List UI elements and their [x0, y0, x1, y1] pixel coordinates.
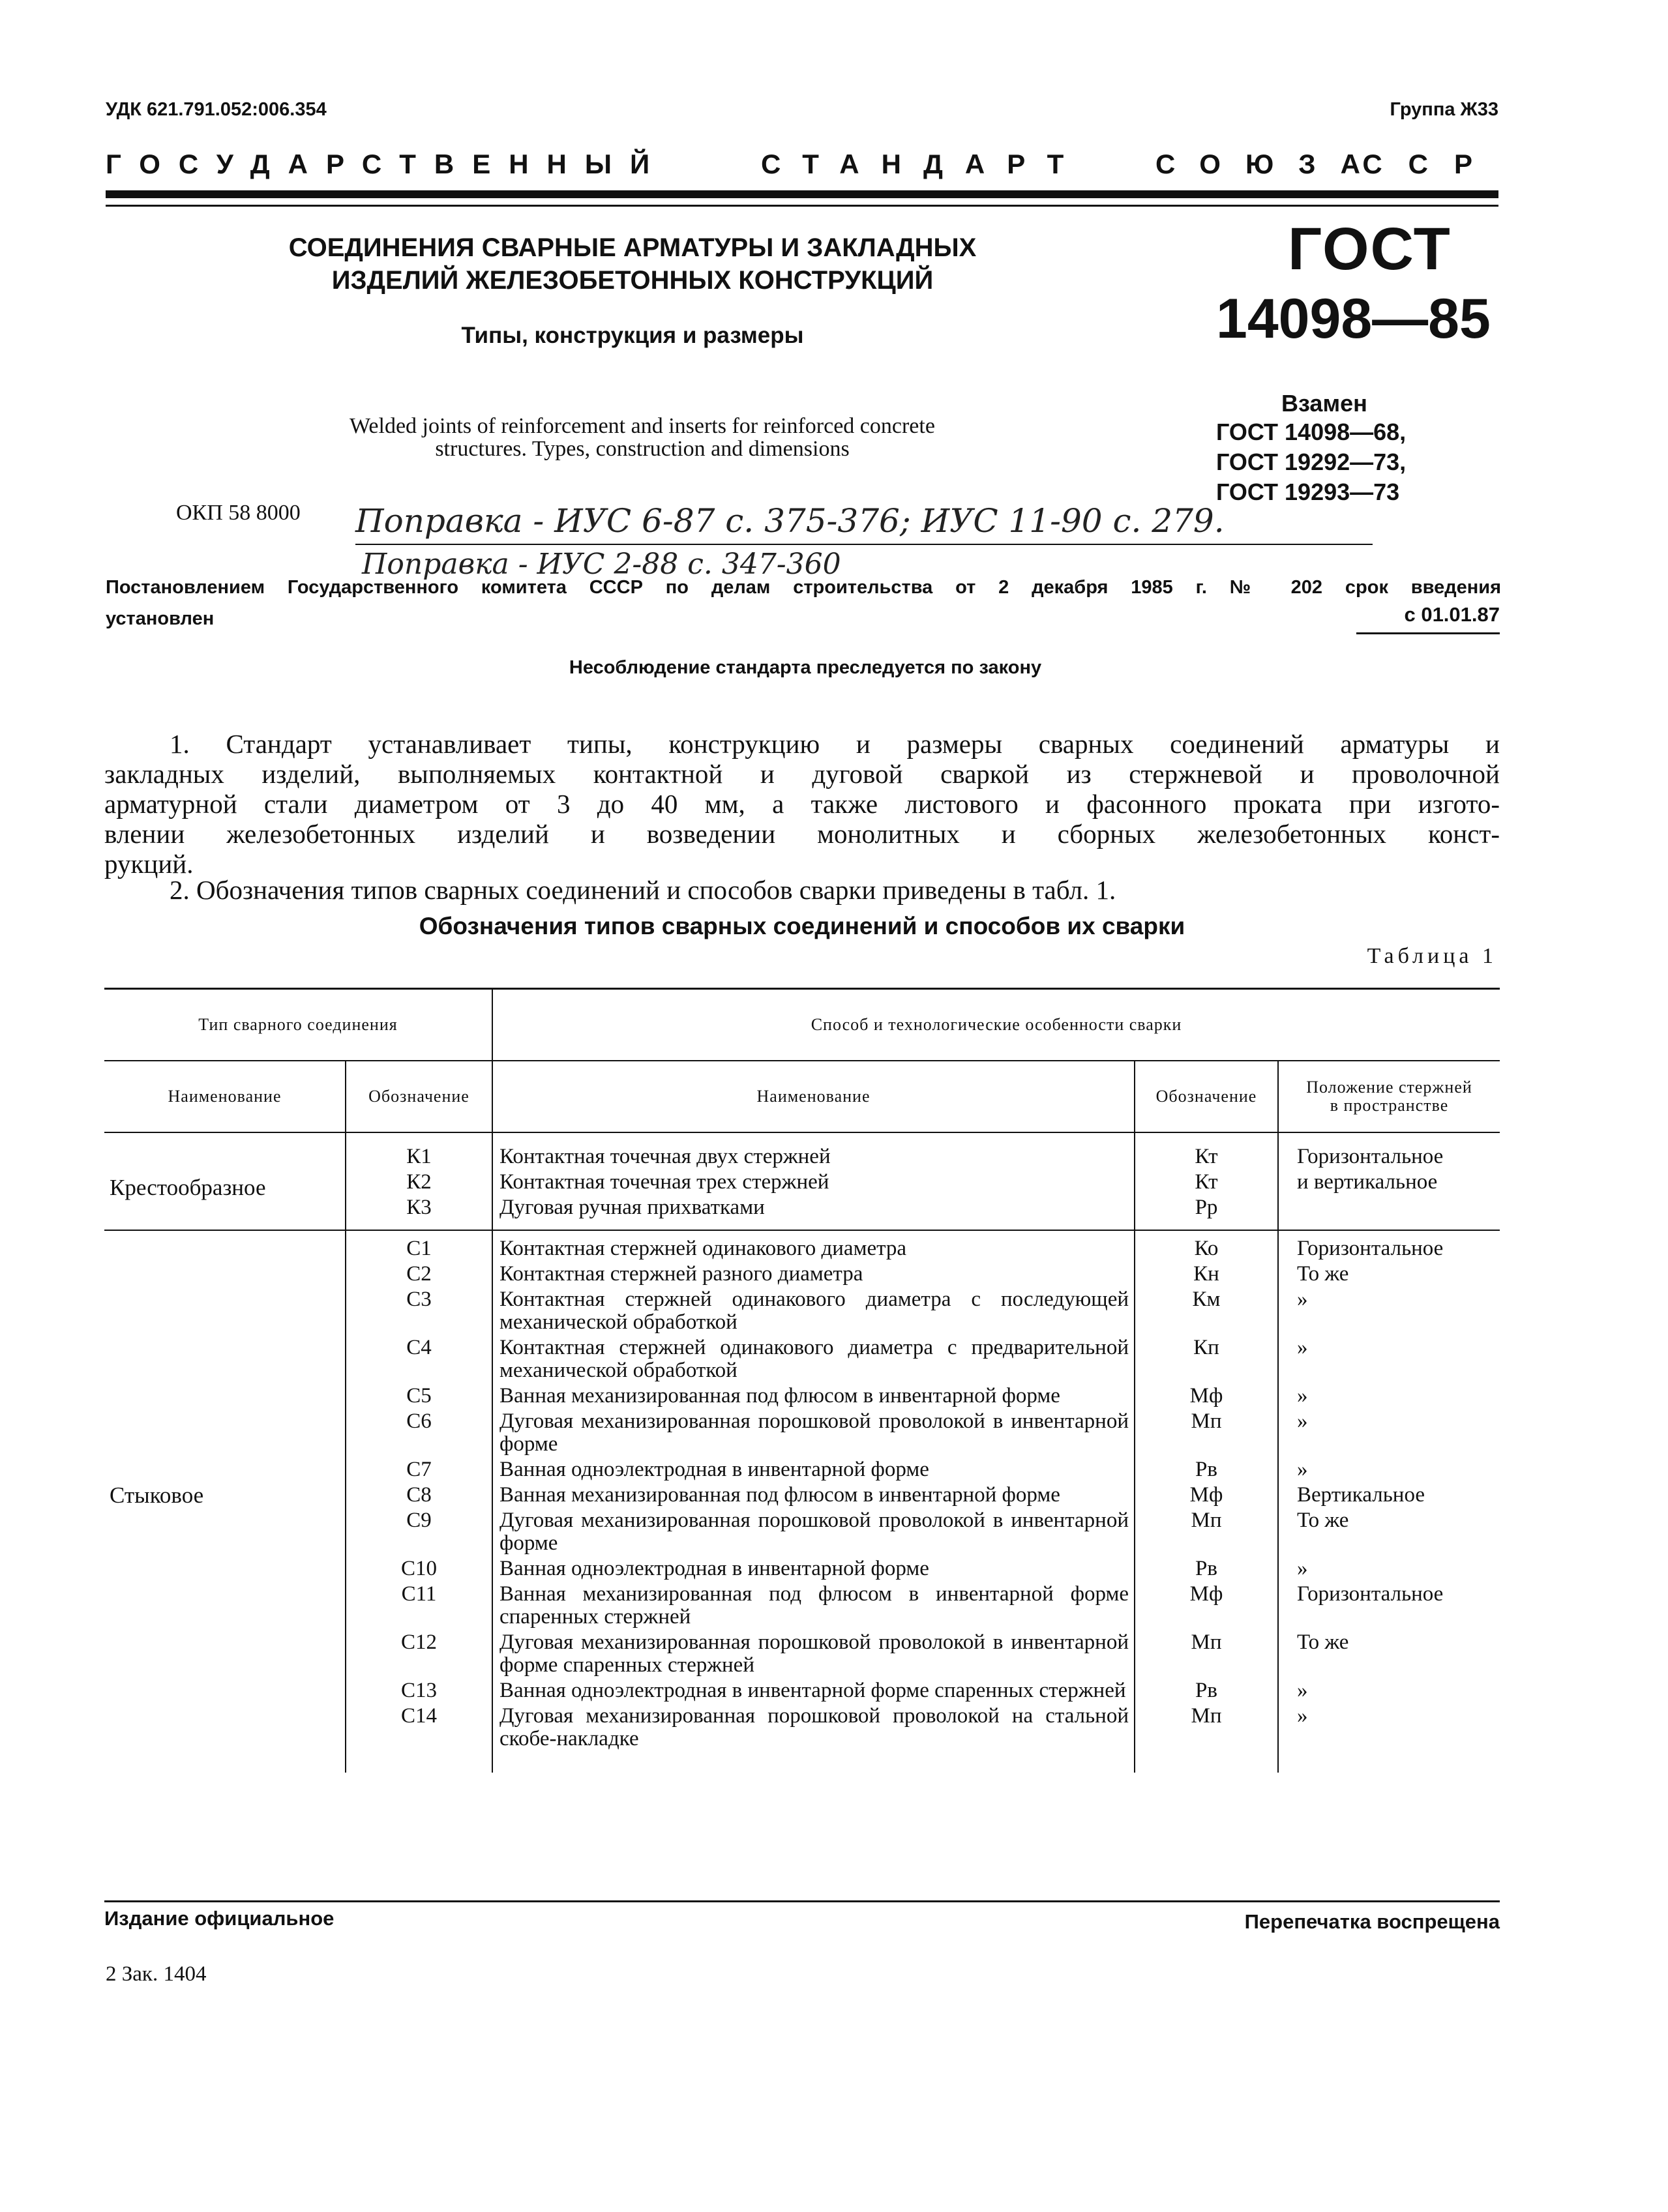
- welding-method: Ванная одноэлектродная в инвентарной форме спаренных стержней: [492, 1679, 1135, 1705]
- paragraph-1-line-1: 1. Стандарт устанавливает типы, конструкцию и размеры сварных соединений арматуры и: [170, 729, 1500, 759]
- title-line-1: СОЕДИНЕНИЯ СВАРНЫЕ АРМАТУРЫ И ЗАКЛАДНЫХ: [288, 233, 977, 262]
- welding-method: Контактная точечная трех стержней: [492, 1171, 1135, 1196]
- joint-code: С3: [346, 1288, 492, 1336]
- title-line-2: ИЗДЕЛИЙ ЖЕЛЕЗОБЕТОННЫХ КОНСТРУКЦИЙ: [331, 266, 934, 295]
- bar-position: »: [1297, 1678, 1308, 1702]
- paragraph-1-line-4: влении железобетонных изделий и возведении монолитных и сборных железобетонных конст-: [104, 819, 1500, 849]
- welding-method: Ванная одноэлектродная в инвентарной форме: [492, 1557, 1135, 1583]
- table-row: [104, 1145, 1500, 1171]
- banner-word-4: ССР: [1362, 149, 1498, 179]
- paragraph-1-line-5: рукций.: [104, 849, 194, 879]
- table-title: Обозначения типов сварных соединений и способов их сварки: [419, 913, 1185, 939]
- table-column-header-row: [104, 1061, 1500, 1132]
- paragraph-1-line-2: закладных изделий, выполняемых контактной и дуговой сваркой из стержневой и проволочной: [104, 759, 1500, 789]
- method-designation: Кт: [1135, 1145, 1278, 1171]
- bar-position: »: [1297, 1287, 1308, 1311]
- joint-code: С6: [346, 1410, 492, 1458]
- joint-code: С8: [346, 1484, 492, 1509]
- handwritten-amendment-1: Поправка - ИУС 6-87 с. 375-376; ИУС 11-90 с. 279.: [355, 502, 1225, 540]
- gost-label: ГОСТ: [1288, 216, 1452, 282]
- method-designation: Кн: [1135, 1263, 1278, 1288]
- amendment-underline: [355, 544, 1373, 545]
- joint-code: С4: [346, 1336, 492, 1385]
- method-designation: Ко: [1135, 1230, 1278, 1263]
- resolution-established: установлен: [106, 608, 215, 629]
- bar-position: Вертикальное: [1297, 1482, 1425, 1507]
- welding-method: Дуговая ручная прихватками: [492, 1196, 1135, 1230]
- joint-code: С11: [346, 1583, 492, 1631]
- method-designation: Рв: [1135, 1458, 1278, 1484]
- method-designation: Рр: [1135, 1196, 1278, 1230]
- welding-method: Контактная стержней разного диаметра: [492, 1263, 1135, 1288]
- header-joint-type: Тип сварного соединения: [104, 989, 492, 1061]
- english-title-1: Welded joints of reinforcement and inserts for reinforced concrete: [350, 414, 935, 438]
- english-title-2: structures. Types, construction and dimensions: [435, 437, 850, 461]
- bar-position: »: [1297, 1457, 1308, 1481]
- paragraph-1-line-3: арматурной стали диаметром от 3 до 40 мм, а также листового и фасонного проката при изгото-: [104, 789, 1500, 819]
- bar-position: То же: [1297, 1261, 1349, 1286]
- method-designation: Мф: [1135, 1583, 1278, 1631]
- col-name: Наименование: [104, 1061, 346, 1132]
- method-designation: Км: [1135, 1288, 1278, 1336]
- group-cross: [104, 1145, 1500, 1230]
- joint-code: С13: [346, 1679, 492, 1705]
- group-code: Группа Ж33: [1390, 99, 1498, 120]
- udk-code: УДК 621.791.052:006.354: [106, 99, 327, 120]
- joint-type-name: Крестообразное: [104, 1145, 346, 1230]
- welding-method: Дуговая механизированная порошковой проволокой в инвентарной форме: [492, 1410, 1135, 1458]
- table-1: [104, 988, 1500, 1773]
- col-position-line-2: в пространстве: [1330, 1095, 1449, 1115]
- welding-method: Контактная точечная двух стержней: [492, 1145, 1135, 1171]
- bar-position: »: [1297, 1409, 1308, 1433]
- handwritten-amendment-2: Поправка - ИУС 2-88 с. 347-360: [362, 548, 841, 581]
- banner: [106, 149, 1498, 181]
- joint-code: С10: [346, 1557, 492, 1583]
- table-label: Таблица 1: [1367, 944, 1497, 968]
- bar-position: Горизонтальное: [1297, 1236, 1444, 1260]
- bar-position: [1278, 1196, 1500, 1230]
- joint-code: К3: [346, 1196, 492, 1230]
- bar-position: Горизонтальное: [1297, 1582, 1444, 1606]
- footer-order-number: 2 Зак. 1404: [106, 1962, 207, 1986]
- date-underline: [1356, 632, 1500, 634]
- replaces-2: ГОСТ 19292—73,: [1216, 449, 1407, 475]
- banner-word-1: ГОСУДАРСТВЕННЫЙ: [106, 149, 668, 179]
- resolution-text: Постановлением Государственного комитета СССР по делам строительства от 2 декабря 1985 г. № 202 срок введения: [106, 577, 1501, 598]
- joint-code: С9: [346, 1509, 492, 1557]
- method-designation: Мф: [1135, 1385, 1278, 1410]
- paragraph-2: 2. Обозначения типов сварных соединений и способов сварки приведены в табл. 1.: [170, 875, 1116, 905]
- method-designation: Мп: [1135, 1509, 1278, 1557]
- banner-word-3: СОЮЗА: [1155, 149, 1385, 179]
- bar-position: Горизонтальное: [1297, 1144, 1444, 1168]
- col-designation: Обозначение: [346, 1061, 492, 1132]
- welding-method: Ванная механизированная под флюсом в инвентарной форме спаренных стержней: [492, 1583, 1135, 1631]
- bar-position: »: [1297, 1703, 1308, 1728]
- group-butt: [104, 1230, 1500, 1753]
- col-method-designation: Обозначение: [1135, 1061, 1278, 1132]
- method-designation: Мп: [1135, 1705, 1278, 1753]
- bar-position: »: [1297, 1335, 1308, 1359]
- joint-code: С14: [346, 1705, 492, 1753]
- table-bottom-spacer: [104, 1753, 1500, 1773]
- bar-position: То же: [1297, 1630, 1349, 1654]
- banner-rule-thin: [106, 205, 1498, 207]
- subtitle: Типы, конструкция и размеры: [461, 323, 804, 348]
- law-notice: Несоблюдение стандарта преследуется по закону: [569, 657, 1042, 678]
- joint-code: С1: [346, 1230, 492, 1263]
- gost-number: 14098—85: [1216, 288, 1491, 350]
- welding-method: Дуговая механизированная порошковой проволокой в инвентарной форме: [492, 1509, 1135, 1557]
- col-position-line-1: Положение стержней: [1306, 1077, 1472, 1097]
- table-spacer-row: [104, 1132, 1500, 1145]
- joint-code: С2: [346, 1263, 492, 1288]
- bar-position: »: [1297, 1556, 1308, 1580]
- method-designation: Рв: [1135, 1679, 1278, 1705]
- method-designation: Мп: [1135, 1631, 1278, 1679]
- replaces-label: Взамен: [1281, 390, 1367, 417]
- col-method-name: Наименование: [492, 1061, 1135, 1132]
- joint-code: С12: [346, 1631, 492, 1679]
- welding-method: Дуговая механизированная порошковой проволокой на стальной скобе-накладке: [492, 1705, 1135, 1753]
- welding-method: Ванная механизированная под флюсом в инвентарной форме: [492, 1484, 1135, 1509]
- method-designation: Кт: [1135, 1171, 1278, 1196]
- method-designation: Мф: [1135, 1484, 1278, 1509]
- footer-rule: [104, 1900, 1500, 1902]
- okp-code: ОКП 58 8000: [176, 501, 301, 525]
- welding-method: Контактная стержней одинакового диаметра: [492, 1230, 1135, 1263]
- col-position: [1278, 1061, 1500, 1132]
- footer-official-edition: Издание официальное: [104, 1907, 335, 1930]
- welding-method: Контактная стержней одинакового диаметра с последующей механической обработкой: [492, 1288, 1135, 1336]
- method-designation: Мп: [1135, 1410, 1278, 1458]
- welding-method: Дуговая механизированная порошковой проволокой в инвентарной форме спаренных стержней: [492, 1631, 1135, 1679]
- replaces-3: ГОСТ 19293—73: [1216, 479, 1400, 505]
- banner-word-2: СТАНДАРТ: [761, 149, 1086, 179]
- effective-date: с 01.01.87: [1404, 603, 1500, 626]
- method-designation: Кп: [1135, 1336, 1278, 1385]
- table-row: [104, 1230, 1500, 1263]
- joint-type-name: Стыковое: [104, 1230, 346, 1753]
- header-method: Способ и технологические особенности сварки: [811, 1014, 1182, 1034]
- joint-code: С7: [346, 1458, 492, 1484]
- method-designation: Рв: [1135, 1557, 1278, 1583]
- joint-code: К2: [346, 1171, 492, 1196]
- bar-position: То же: [1297, 1508, 1349, 1532]
- replaces-1: ГОСТ 14098—68,: [1216, 419, 1407, 445]
- bar-position: »: [1297, 1383, 1308, 1408]
- welding-method: Ванная механизированная под флюсом в инвентарной форме: [492, 1385, 1135, 1410]
- joint-code: С5: [346, 1385, 492, 1410]
- welding-method: Контактная стержней одинакового диаметра с предварительной механической обработкой: [492, 1336, 1135, 1385]
- welding-method: Ванная одноэлектродная в инвентарной форме: [492, 1458, 1135, 1484]
- footer-reprint-prohibited: Перепечатка воспрещена: [1244, 1910, 1500, 1933]
- banner-rule-thick: [106, 190, 1498, 198]
- bar-position: и вертикальное: [1297, 1170, 1438, 1194]
- table-group-header-row: [104, 989, 1500, 1061]
- joint-code: К1: [346, 1145, 492, 1171]
